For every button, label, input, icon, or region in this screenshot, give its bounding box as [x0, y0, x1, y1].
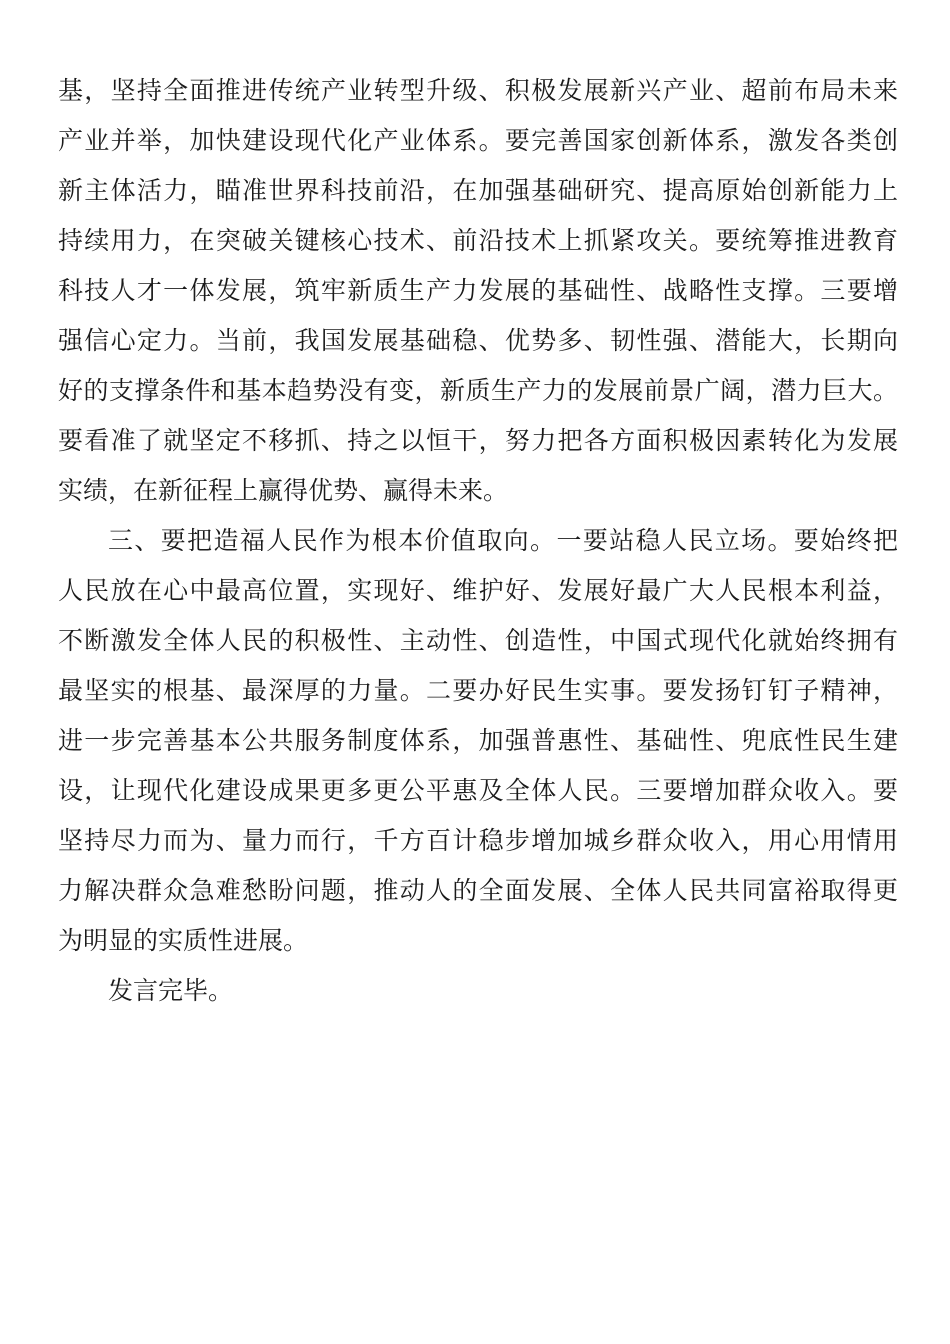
document-body — [58, 66, 898, 1016]
text-line-18: 为明显的实质性进展。 — [58, 926, 309, 955]
text-line-17: 力解决群众急难愁盼问题，推动人的全面发展、全体人民共同富裕取得更 — [58, 876, 898, 905]
text-line-16: 坚持尽力而为、量力而行，千方百计稳步增加城乡群众收入，用心用情用 — [58, 826, 898, 855]
text-line-8: 要看准了就坚定不移抓、持之以恒干，努力把各方面积极因素转化为发展 — [58, 426, 898, 455]
text-line-5: 科技人才一体发展，筑牢新质生产力发展的基础性、战略性支撑。三要增 — [58, 276, 898, 305]
text-line-15: 设，让现代化建设成果更多更公平惠及全体人民。三要增加群众收入。要 — [58, 776, 898, 805]
closing-line: 发言完毕。 — [108, 976, 234, 1005]
text-line-12: 不断激发全体人民的积极性、主动性、创造性，中国式现代化就始终拥有 — [58, 626, 898, 655]
text-line-9: 实绩，在新征程上赢得优势、赢得未来。 — [58, 476, 509, 505]
text-line-13: 最坚实的根基、最深厚的力量。二要办好民生实事。要发扬钉钉子精神， — [58, 676, 898, 705]
text-line-3: 新主体活力，瞄准世界科技前沿，在加强基础研究、提高原始创新能力上 — [58, 176, 898, 205]
text-line-14: 进一步完善基本公共服务制度体系，加强普惠性、基础性、兜底性民生建 — [58, 726, 898, 755]
text-line-4: 持续用力，在突破关键核心技术、前沿技术上抓紧攻关。要统筹推进教育 — [58, 226, 898, 255]
text-line-11: 人民放在心中最高位置，实现好、维护好、发展好最广大人民根本利益， — [58, 576, 898, 605]
text-line-1: 基，坚持全面推进传统产业转型升级、积极发展新兴产业、超前布局未来 — [58, 76, 898, 105]
text-line-7: 好的支撑条件和基本趋势没有变，新质生产力的发展前景广阔，潜力巨大。 — [58, 376, 898, 405]
paragraph-heading-line: 三、要把造福人民作为根本价值取向。一要站稳人民立场。要始终把 — [108, 526, 898, 555]
text-line-6: 强信心定力。当前，我国发展基础稳、优势多、韧性强、潜能大，长期向 — [58, 326, 898, 355]
text-line-2: 产业并举，加快建设现代化产业体系。要完善国家创新体系，激发各类创 — [58, 126, 898, 155]
